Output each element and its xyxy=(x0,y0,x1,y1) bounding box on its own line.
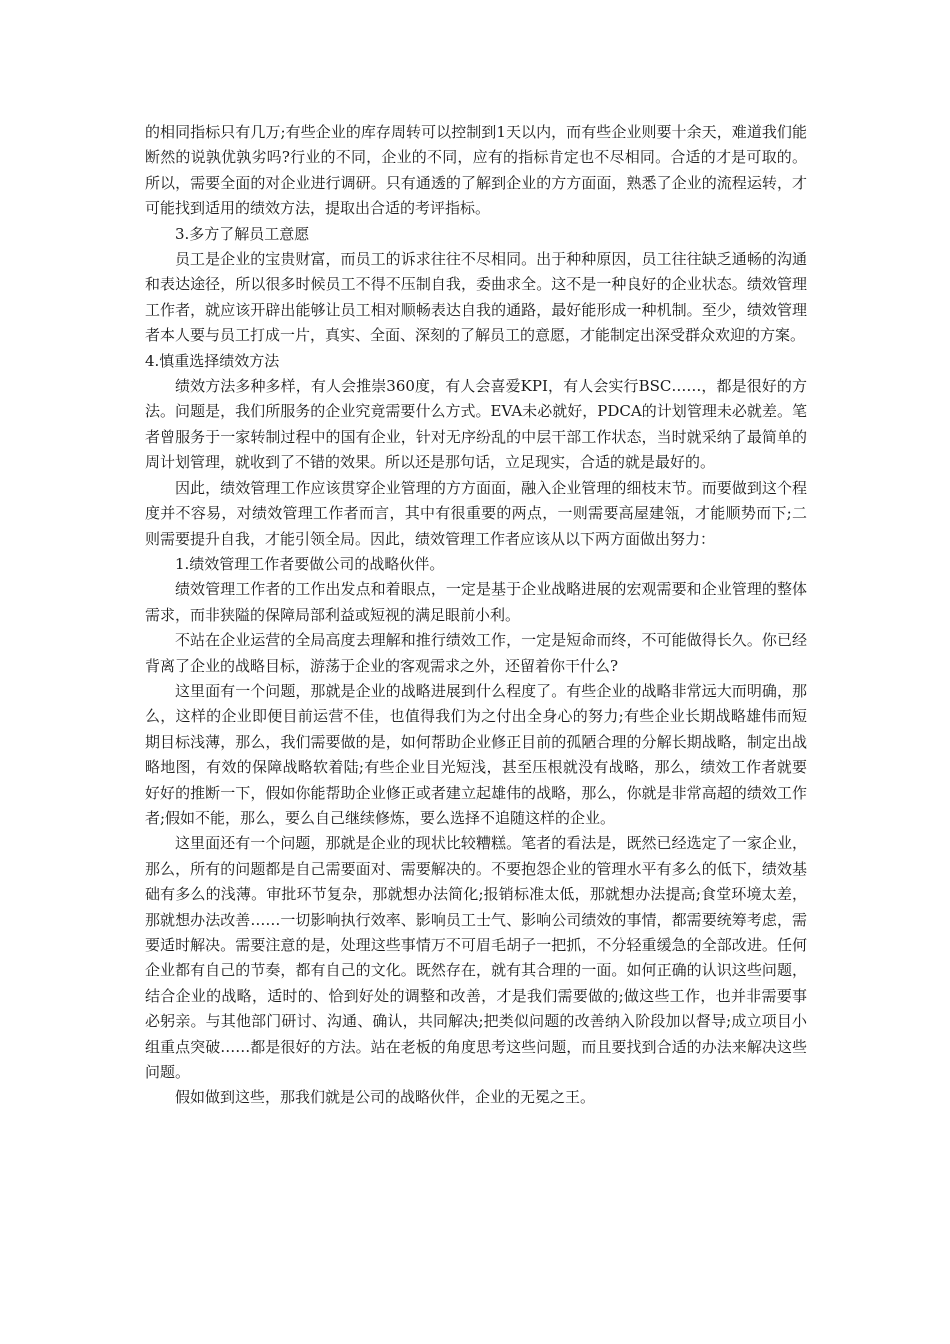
subheading-strategic-partner: 1.绩效管理工作者要做公司的战略伙伴。 xyxy=(175,554,445,573)
paragraph-conclusion: 假如做到这些，那我们就是公司的战略伙伴，企业的无冕之王。 xyxy=(175,1088,596,1107)
document-page xyxy=(145,120,807,1111)
paragraph-starting-point: 绩效管理工作者的工作出发点和着眼点，一定是基于企业战略进展的宏观需要和企业管理的整体需求，而非狭隘的保障局部利益或短视的满足眼前小利。 xyxy=(145,580,807,624)
paragraph-therefore: 因此，绩效管理工作应该贯穿企业管理的方方面面，融入企业管理的细枝末节。而要做到这个程度并不容易，对绩效管理工作者而言，其中有很重要的两点，一则需要高屋建瓴，才能顺势而下;二则需要提升自我，才能引领全局。因此，绩效管理工作者应该从以下两方面做出努力： xyxy=(145,478,807,548)
paragraph-methods: 绩效方法多种多样，有人会推崇360度，有人会喜爱KPI，有人会实行BSC……，都是很好的方法。问题是，我们所服务的企业究竟需要什么方式。EVA未必就好，PDCA的计划管理未必就差。笔者曾服务于一家转制过程中的国有企业，针对无序纷乱的中层干部工作状态，当时就采纳了最简单的周计划管理，就收到了不错的效果。所以还是那句话，立足现实，合适的就是最好的。 xyxy=(145,377,807,472)
paragraph-employees: 员工是企业的宝贵财富，而员工的诉求往往不尽相同。出于种种原因，员工往往缺乏通畅的沟通和表达途径，所以很多时候员工不得不压制自我，委曲求全。这不是一种良好的企业状态。绩效管理工作者，就应该开辟出能够让员工相对顺畅表达自我的通路，最好能形成一种机制。至少，绩效管理者本人要与员工打成一片，真实、全面、深刻的了解员工的意愿，才能制定出深受群众欢迎的方案。 xyxy=(145,250,807,345)
paragraph-global-view: 不站在企业运营的全局高度去理解和推行绩效工作，一定是短命而终，不可能做得长久。你已经背离了企业的战略目标，游荡于企业的客观需求之外，还留着你干什么? xyxy=(145,631,807,675)
subheading-choose-method: 4.慎重选择绩效方法 xyxy=(145,351,280,370)
paragraph-current-state: 这里面还有一个问题，那就是企业的现状比较糟糕。笔者的看法是，既然已经选定了一家企业，那么，所有的问题都是自己需要面对、需要解决的。不要抱怨企业的管理水平有多么的低下，绩效基础有多么的浅薄。审批环节复杂，那就想办法简化;报销标准太低，那就想办法提高;食堂环境太差，那就想办法改善……一切影响执行效率、影响员工士气、影响公司绩效的事情，都需要统筹考虑，需要适时解决。需要注意的是，处理这些事情万不可眉毛胡子一把抓，不分轻重缓急的全部改进。任何企业都有自己的节奏，都有自己的文化。既然存在，就有其合理的一面。如何正确的认识这些问题，结合企业的战略，适时的、恰到好处的调整和改善，才是我们需要做的;做这些工作，也并非需要事必躬亲。与其他部门研讨、沟通、确认，共同解决;把类似问题的改善纳入阶段加以督导;成立项目小组重点突破……都是很好的方法。站在老板的角度思考这些问题，而且要找到合适的办法来解决这些问题。 xyxy=(145,834,807,1082)
paragraph-continuation: 的相同指标只有几万;有些企业的库存周转可以控制到1天以内，而有些企业则要十余天，难道我们能断然的说孰优孰劣吗?行业的不同，企业的不同，应有的指标肯定也不尽相同。合适的才是可取的。所以，需要全面的对企业进行调研。只有通透的了解到企业的方方面面，熟悉了企业的流程运转，才可能找到适用的绩效方法，提取出合适的考评指标。 xyxy=(145,123,807,218)
paragraph-strategy-progress: 这里面有一个问题，那就是企业的战略进展到什么程度了。有些企业的战略非常远大而明确，那么，这样的企业即便目前运营不佳，也值得我们为之付出全身心的努力;有些企业长期战略雄伟而短期目标浅薄，那么，我们需要做的是，如何帮助企业修正目前的孤陋合理的分解长期战略，制定出战略地图，有效的保障战略软着陆;有些企业目光短浅，甚至压根就没有战略，那么，绩效工作者就要好好的推断一下，假如你能帮助企业修正或者建立起雄伟的战略，那么，你就是非常高超的绩效工作者;假如不能，那么，要么自己继续修炼，要么选择不追随这样的企业。 xyxy=(145,681,807,827)
subheading-understand-employees: 3.多方了解员工意愿 xyxy=(175,224,310,243)
